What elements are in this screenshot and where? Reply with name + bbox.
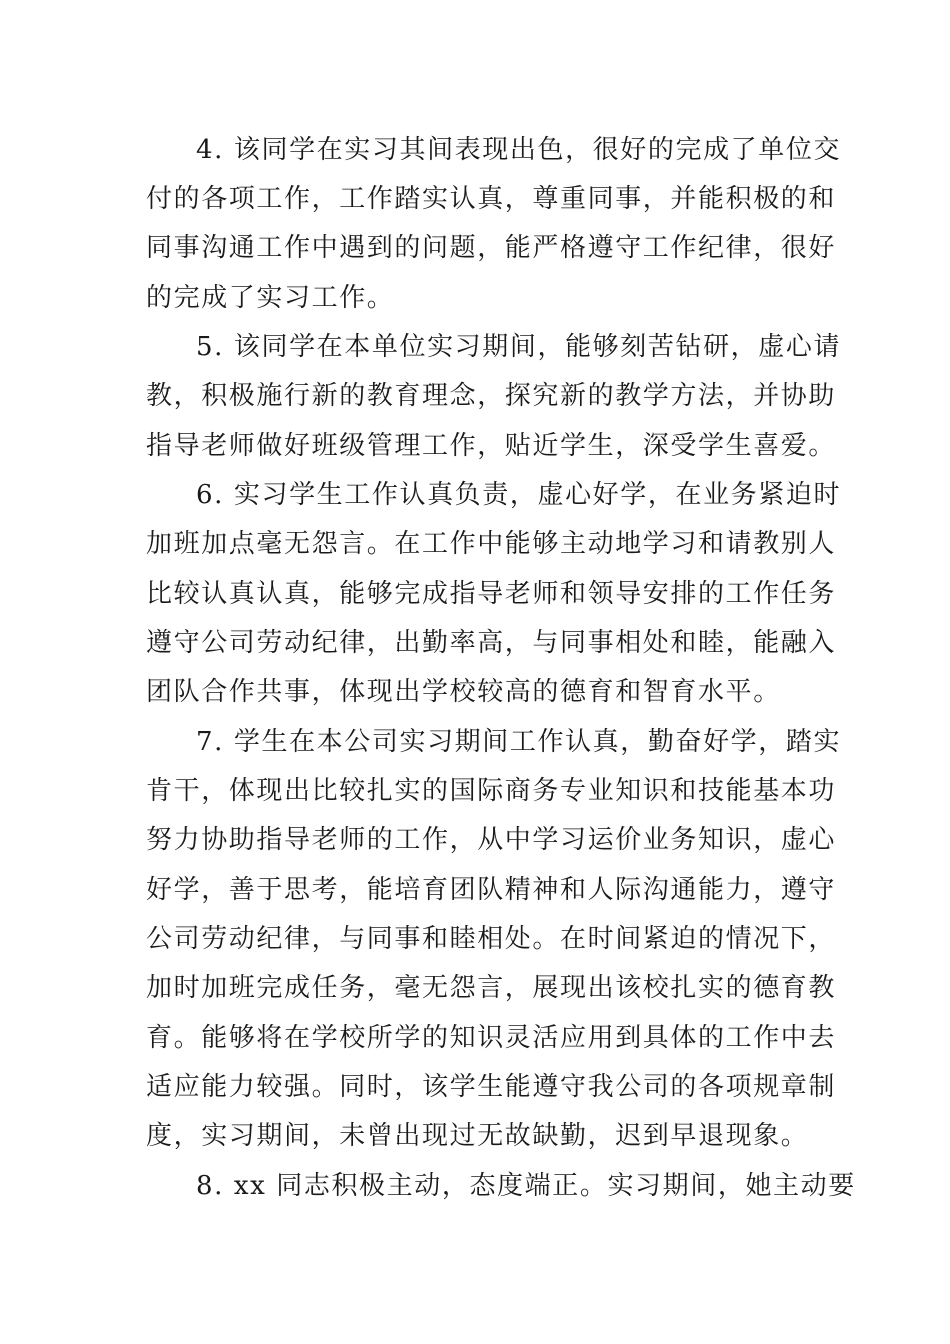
text-line: 比较认真认真，能够完成指导老师和领导安排的工作任务 xyxy=(146,579,837,609)
text-line: 肯干，体现出比较扎实的国际商务专业知识和技能基本功 xyxy=(146,776,837,806)
text-line: 加班加点毫无怨言。在工作中能够主动地学习和请教别人 xyxy=(146,529,837,559)
text-line: 指导老师做好班级管理工作，贴近学生，深受学生喜爱。 xyxy=(146,431,837,461)
text-line: 度，实习期间，未曾出现过无故缺勤，迟到早退现象。 xyxy=(146,1121,809,1151)
text-line: 5. 该同学在本单位实习期间，能够刻苦钻研，虚心请 xyxy=(196,332,842,362)
text-line: 同事沟通工作中遇到的问题，能严格遵守工作纪律，很好 xyxy=(146,233,837,263)
text-line: 付的各项工作，工作踏实认真，尊重同事，并能积极的和 xyxy=(146,184,837,214)
text-line: 4. 该同学在实习其间表现出色，很好的完成了单位交 xyxy=(196,135,842,165)
text-line: 教，积极施行新的教育理念，探究新的教学方法，并协助 xyxy=(146,381,837,411)
text-line: 团队合作共事，体现出学校较高的德育和智育水平。 xyxy=(146,677,781,707)
text-line: 8. xx 同志积极主动，态度端正。实习期间，她主动要 xyxy=(196,1171,856,1201)
text-line: 7. 学生在本公司实习期间工作认真，勤奋好学，踏实 xyxy=(196,727,842,757)
text-line: 好学，善于思考，能培育团队精神和人际沟通能力，遵守 xyxy=(146,875,837,905)
text-line: 的完成了实习工作。 xyxy=(146,283,395,313)
text-line: 公司劳动纪律，与同事和睦相处。在时间紧迫的情况下， xyxy=(146,924,837,954)
text-line: 6. 实习学生工作认真负责，虚心好学，在业务紧迫时 xyxy=(196,480,842,510)
text-line: 加时加班完成任务，毫无怨言，展现出该校扎实的德育教 xyxy=(146,973,837,1003)
text-line: 适应能力较强。同时，该学生能遵守我公司的各项规章制 xyxy=(146,1072,837,1102)
text-line: 遵守公司劳动纪律，出勤率高，与同事相处和睦，能融入 xyxy=(146,628,837,658)
text-line: 努力协助指导老师的工作，从中学习运价业务知识，虚心 xyxy=(146,825,837,855)
text-line: 育。能够将在学校所学的知识灵活应用到具体的工作中去 xyxy=(146,1023,837,1053)
